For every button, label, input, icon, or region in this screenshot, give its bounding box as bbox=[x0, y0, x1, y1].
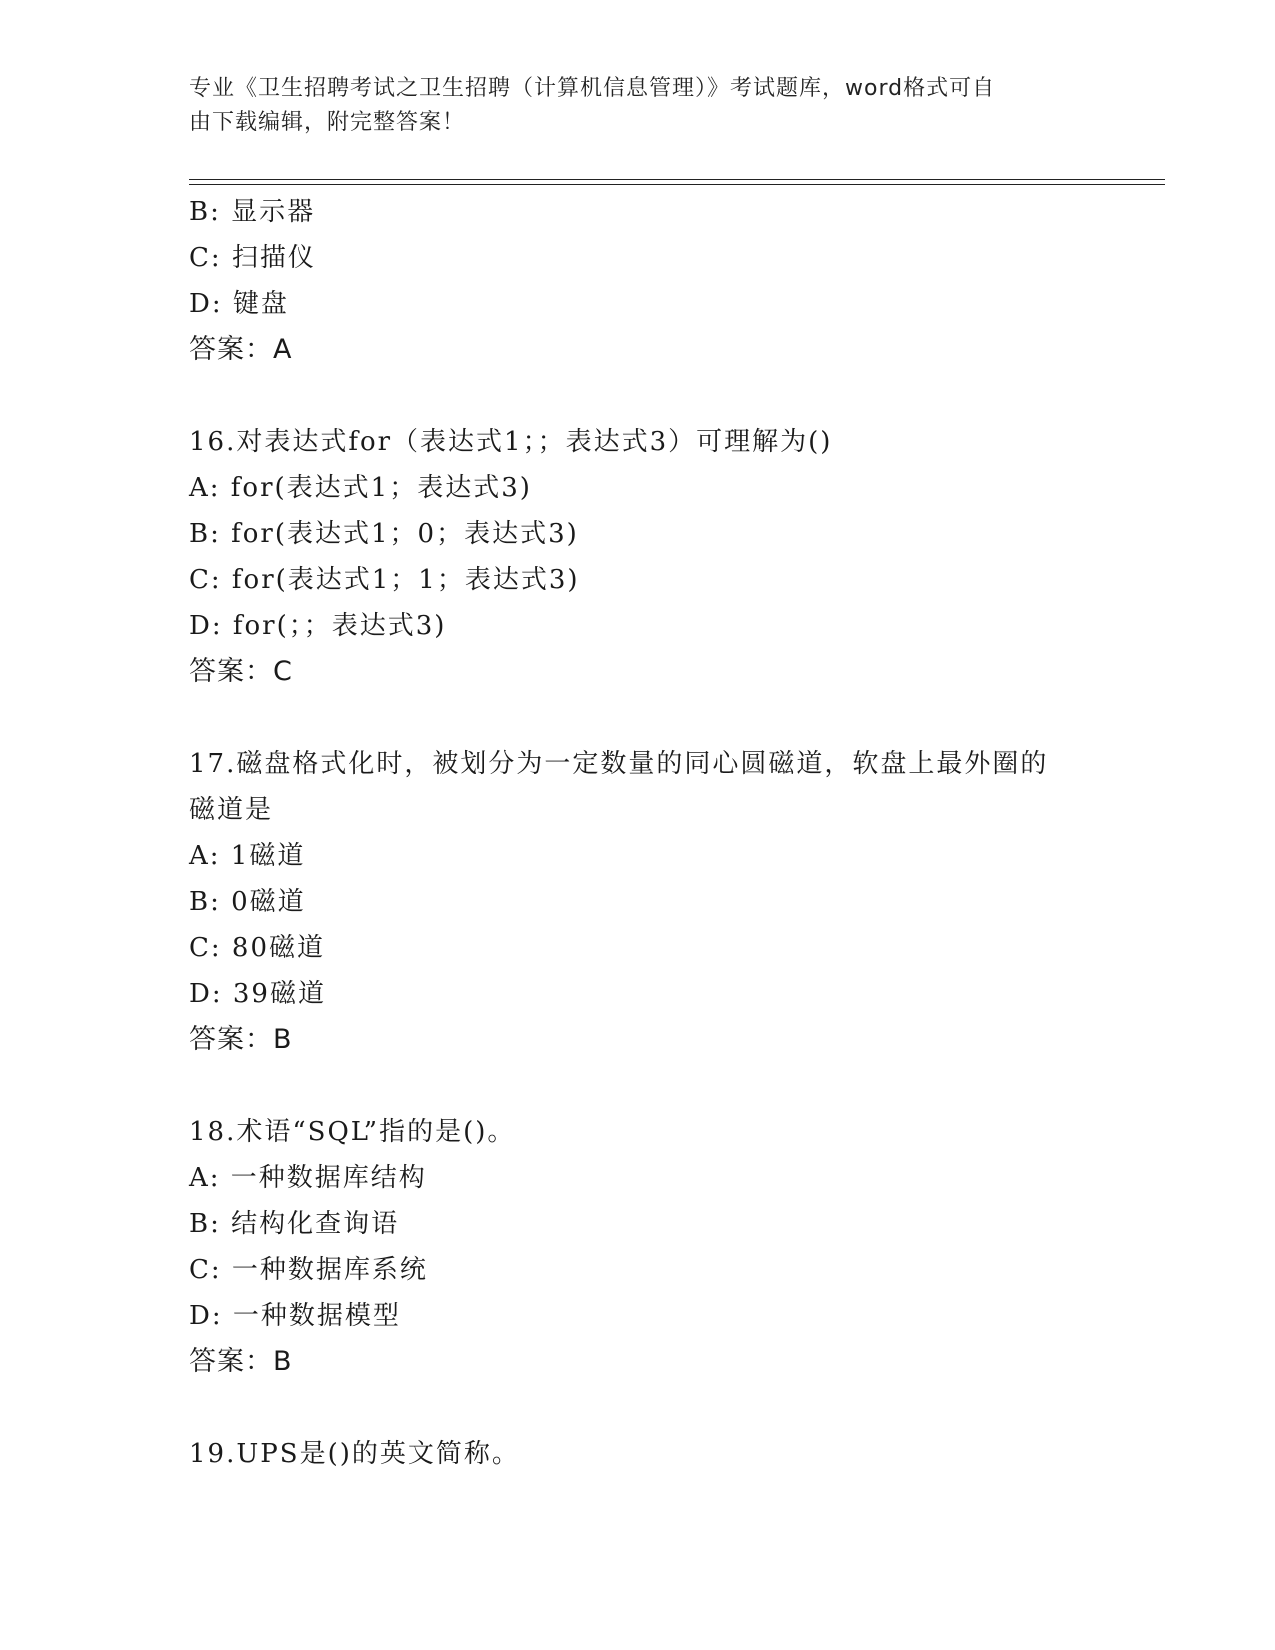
document-header bbox=[189, 72, 1089, 140]
header-divider-bottom bbox=[189, 184, 1165, 185]
option-c: C: 一种数据库系统 bbox=[189, 1255, 428, 1285]
option-d: D: 39磁道 bbox=[189, 979, 326, 1009]
question-block-partial bbox=[189, 189, 1149, 373]
option-a: A: 1磁道 bbox=[189, 841, 306, 871]
option-b: B: 显示器 bbox=[189, 197, 316, 227]
question-block-17 bbox=[189, 741, 1149, 1063]
option-a: A: for(表达式1；表达式3) bbox=[189, 473, 532, 503]
option-d: D: 一种数据模型 bbox=[189, 1301, 401, 1331]
option-c: C: for(表达式1；1；表达式3) bbox=[189, 565, 580, 595]
question-block-18 bbox=[189, 1109, 1149, 1385]
option-a: A: 一种数据库结构 bbox=[189, 1163, 427, 1193]
question-block-19 bbox=[189, 1431, 1149, 1477]
answer-line: 答案：A bbox=[189, 334, 293, 365]
header-line-1: 专业《卫生招聘考试之卫生招聘（计算机信息管理）》考试题库，word格式可自 bbox=[189, 76, 996, 101]
option-b: B: for(表达式1；0；表达式3) bbox=[189, 519, 579, 549]
option-c: C: 80磁道 bbox=[189, 933, 326, 963]
question-title-continued: 磁道是 bbox=[189, 795, 274, 825]
question-title: 19.UPS是()的英文简称。 bbox=[189, 1439, 520, 1469]
question-block-16 bbox=[189, 419, 1149, 695]
option-c: C: 扫描仪 bbox=[189, 243, 316, 273]
header-line-2: 由下载编辑，附完整答案！ bbox=[189, 110, 466, 135]
question-title: 16.对表达式for（表达式1；；表达式3）可理解为() bbox=[189, 427, 833, 457]
option-d: D: for(；；表达式3) bbox=[189, 611, 447, 641]
answer-line: 答案：B bbox=[189, 1346, 293, 1377]
answer-line: 答案：C bbox=[189, 656, 293, 687]
header-divider-top bbox=[189, 179, 1165, 180]
option-d: D: 键盘 bbox=[189, 289, 289, 319]
option-b: B: 结构化查询语 bbox=[189, 1209, 400, 1239]
question-title: 18.术语“SQL”指的是()。 bbox=[189, 1117, 516, 1147]
answer-line: 答案：B bbox=[189, 1024, 293, 1055]
option-b: B: 0磁道 bbox=[189, 887, 306, 917]
question-title: 17.磁盘格式化时，被划分为一定数量的同心圆磁道，软盘上最外圈的 bbox=[189, 749, 1049, 779]
question-list bbox=[189, 189, 1149, 1477]
